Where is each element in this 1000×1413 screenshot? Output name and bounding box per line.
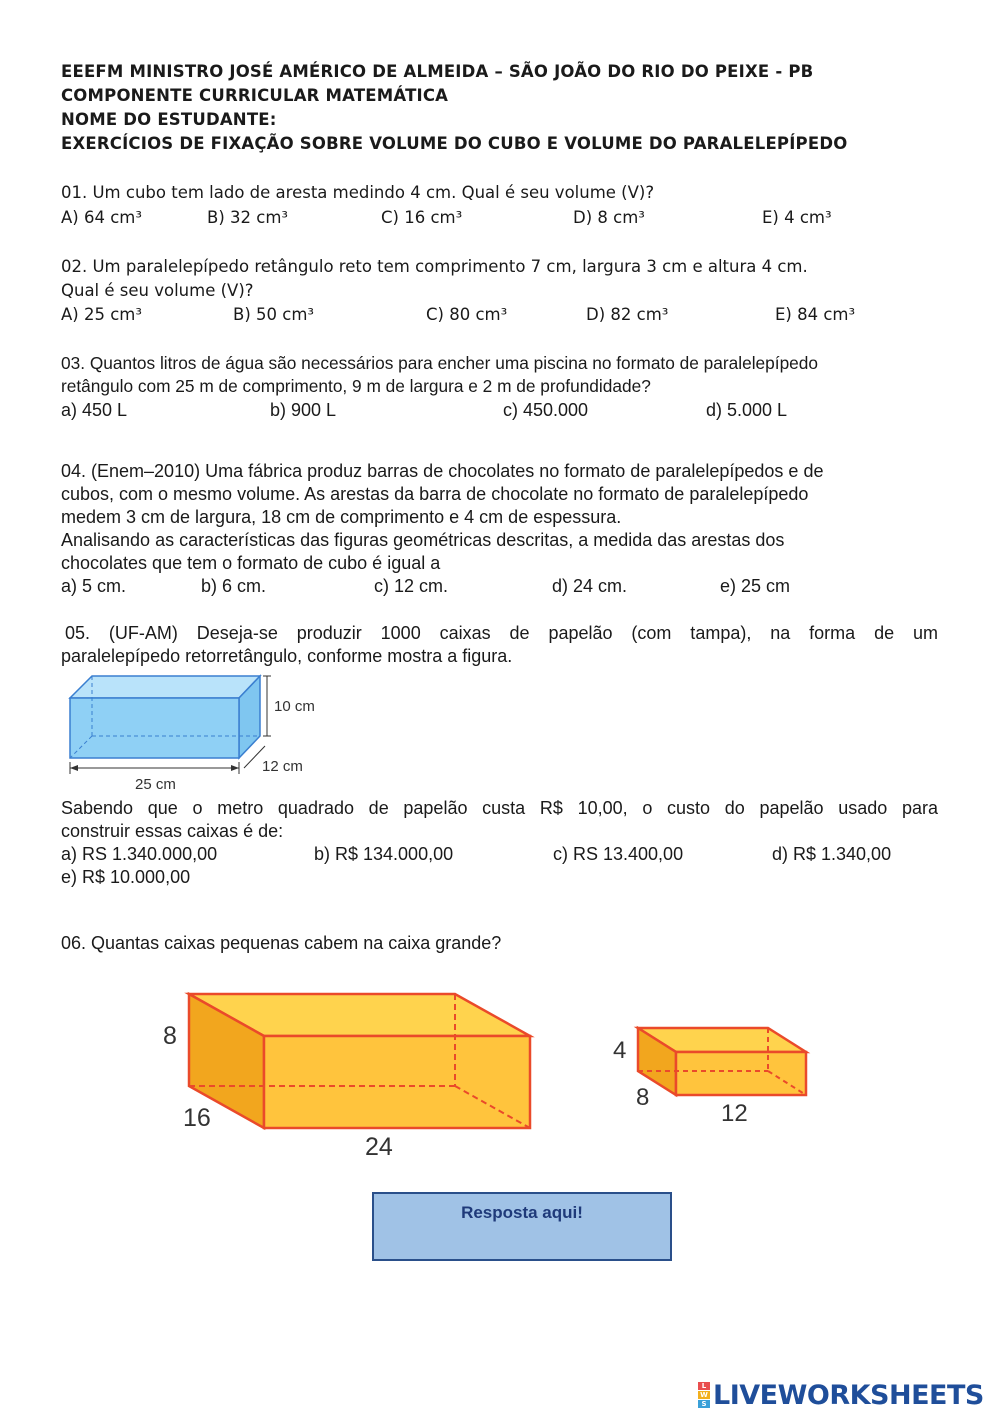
- box-front-face: [70, 698, 239, 758]
- box-top-face: [70, 676, 260, 698]
- q2-option-b: B) 50 cm³: [233, 305, 315, 324]
- question-5-line-3: Sabendo que o metro quadrado de papelão custa R$ 10,00, o custo do papelão usado para: [61, 798, 938, 818]
- q4-option-e: e) 25 cm: [720, 576, 791, 596]
- boxes-figure: [150, 980, 830, 1165]
- header: [61, 60, 847, 156]
- big-box-front-face: [264, 1036, 530, 1128]
- question-5-line-4: construir essas caixas é de:: [61, 821, 284, 841]
- big-box-length-label: 24: [365, 1133, 393, 1161]
- question-2-line-2: Qual é seu volume (V)?: [61, 281, 254, 300]
- answer-input[interactable]: [372, 1192, 672, 1261]
- height-label: 10 cm: [274, 698, 315, 715]
- q3-option-b: b) 900 L: [270, 400, 337, 420]
- question-3-line-2: retângulo com 25 m de comprimento, 9 m de largura e 2 m de profundidade?: [61, 376, 651, 396]
- q4-option-d: d) 24 cm.: [552, 576, 628, 596]
- answer-label: Resposta aqui!: [461, 1203, 583, 1222]
- big-box-depth-label: 16: [183, 1104, 211, 1132]
- small-box-front-face: [676, 1052, 806, 1095]
- question-4-line-4: Analisando as características das figuras geométricas descritas, a medida das arestas dos: [61, 530, 785, 550]
- q1-option-d: D) 8 cm³: [573, 208, 645, 227]
- q4-option-a: a) 5 cm.: [61, 576, 127, 596]
- question-5-line-1: 05. (UF-AM) Deseja-se produzir 1000 caixas de papelão (com tampa), na forma de um: [65, 623, 938, 643]
- q5-option-d: d) R$ 1.340,00: [772, 844, 892, 864]
- student-name-label: NOME DO ESTUDANTE:: [61, 110, 277, 129]
- q3-option-d: d) 5.000 L: [706, 400, 788, 420]
- q2-option-e: E) 84 cm³: [775, 305, 856, 324]
- length-label: 25 cm: [135, 776, 176, 793]
- q1-option-c: C) 16 cm³: [381, 208, 463, 227]
- logo-text: LIVEWORKSHEETS: [713, 1379, 984, 1411]
- small-box: [613, 1028, 806, 1127]
- q2-option-d: D) 82 cm³: [586, 305, 669, 324]
- question-4-line-3: medem 3 cm de largura, 18 cm de comprimento e 4 cm de espessura.: [61, 507, 622, 527]
- small-box-depth-label: 8: [636, 1084, 650, 1111]
- big-box: [163, 994, 530, 1161]
- q1-option-e: E) 4 cm³: [762, 208, 832, 227]
- q3-option-c: c) 450.000: [503, 400, 589, 420]
- q3-option-a: a) 450 L: [61, 400, 128, 420]
- q1-option-a: A) 64 cm³: [61, 208, 142, 227]
- school-name: EEEFM MINISTRO JOSÉ AMÉRICO DE ALMEIDA – SÃO JOÃO DO RIO DO PEIXE - PB: [61, 62, 814, 81]
- big-box-height-label: 8: [163, 1022, 177, 1050]
- q5-option-c: c) RS 13.400,00: [553, 844, 684, 864]
- question-4-line-2: cubos, com o mesmo volume. As arestas da barra de chocolate no formato de paralelepípedo: [61, 484, 809, 504]
- q1-option-b: B) 32 cm³: [207, 208, 289, 227]
- width-label: 12 cm: [262, 758, 303, 775]
- q2-option-c: C) 80 cm³: [426, 305, 508, 324]
- subject-name: COMPONENTE CURRICULAR MATEMÁTICA: [61, 86, 449, 105]
- cardboard-box-figure: [62, 670, 332, 795]
- question-3-line-1: 03. Quantos litros de água são necessários para encher uma piscina no formato de paralelepípedo: [61, 353, 819, 373]
- small-box-height-label: 4: [613, 1037, 627, 1064]
- question-4-line-5: chocolates que tem o formato de cubo é igual a: [61, 553, 441, 573]
- question-2-line-1: 02. Um paralelepípedo retângulo reto tem comprimento 7 cm, largura 3 cm e altura 4 cm.: [61, 257, 808, 276]
- q2-option-a: A) 25 cm³: [61, 305, 142, 324]
- question-6-text: 06. Quantas caixas pequenas cabem na caixa grande?: [61, 933, 502, 953]
- q5-option-b: b) R$ 134.000,00: [314, 844, 454, 864]
- logo-icon: L W S: [698, 1382, 710, 1408]
- question-4-line-1: 04. (Enem–2010) Uma fábrica produz barras de chocolates no formato de paralelepípedos e de: [61, 461, 824, 481]
- q4-option-b: b) 6 cm.: [201, 576, 267, 596]
- q5-option-e: e) R$ 10.000,00: [61, 867, 191, 887]
- question-5-line-2: paralelepípedo retorretângulo, conforme mostra a figura.: [61, 646, 513, 666]
- q4-option-c: c) 12 cm.: [374, 576, 449, 596]
- q5-option-a: a) RS 1.340.000,00: [61, 844, 218, 864]
- worksheet-title: EXERCÍCIOS DE FIXAÇÃO SOBRE VOLUME DO CUBO E VOLUME DO PARALELEPÍPEDO: [61, 134, 848, 153]
- small-box-length-label: 12: [721, 1100, 748, 1127]
- question-1-text: 01. Um cubo tem lado de aresta medindo 4 cm. Qual é seu volume (V)?: [61, 183, 655, 202]
- liveworksheets-logo: [698, 1380, 984, 1410]
